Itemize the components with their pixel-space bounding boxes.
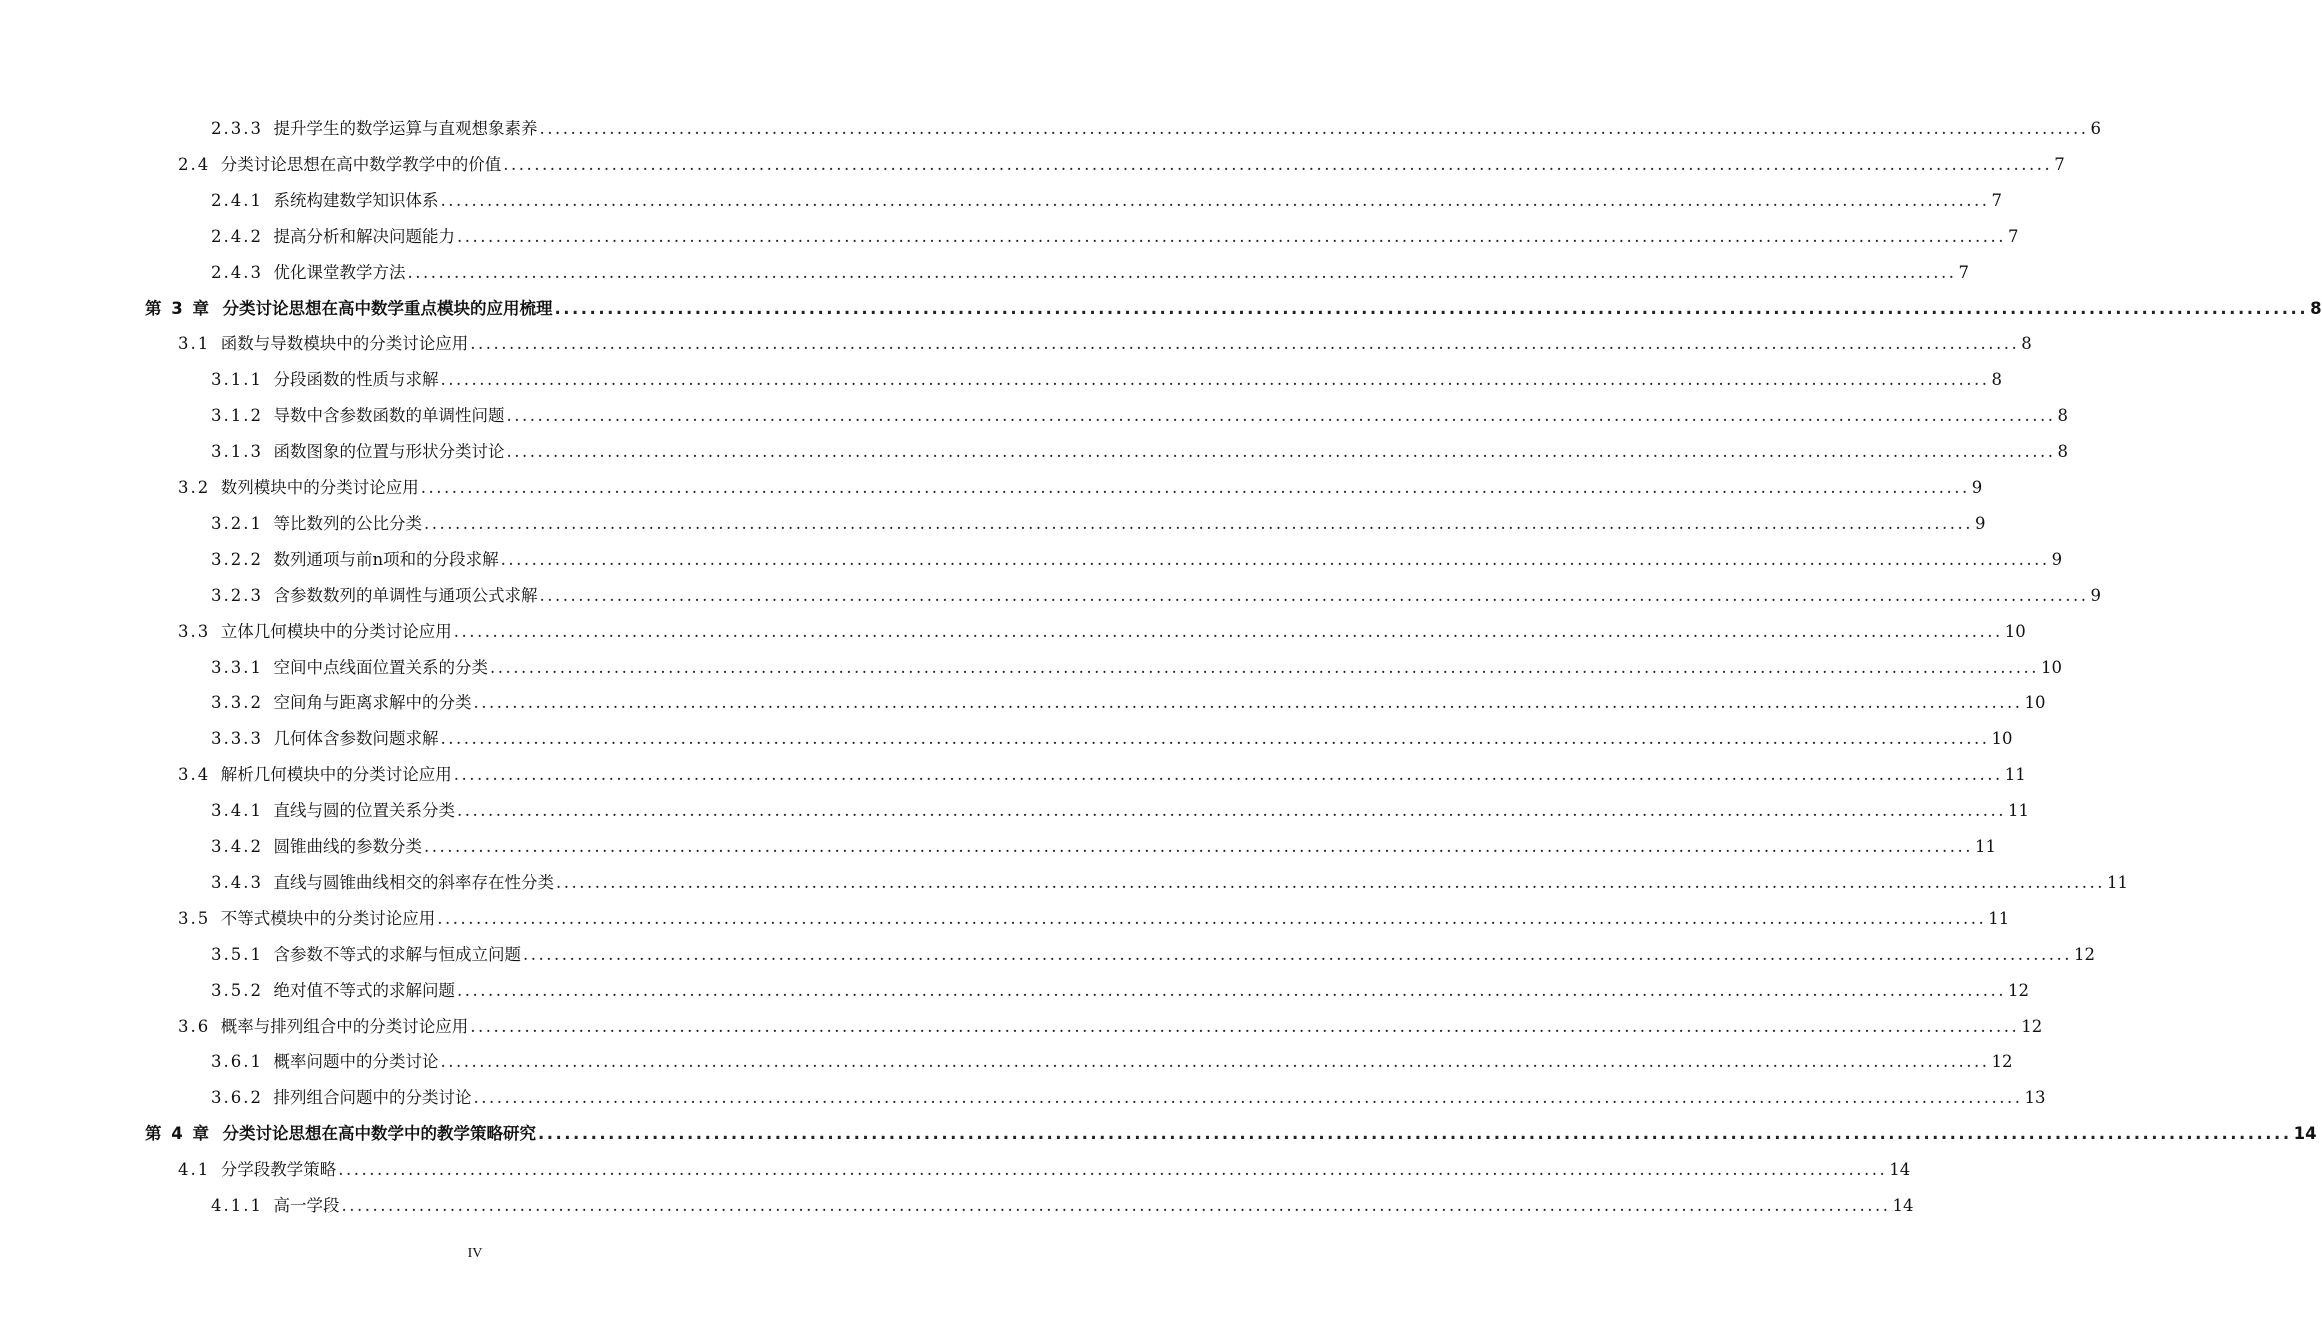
toc-entry-title: 函数图象的位置与形状分类讨论 <box>273 442 505 462</box>
toc-entry[interactable] <box>211 513 1986 535</box>
toc-entry-page: 11 <box>2007 801 2029 821</box>
toc-entry[interactable] <box>211 118 2101 140</box>
toc-entry-title: 排列组合问题中的分类讨论 <box>273 1088 472 1108</box>
toc-entry-number: 2.3.3 <box>211 119 263 138</box>
toc-entry-page: 9 <box>1974 513 1986 533</box>
toc-entry[interactable] <box>211 836 1996 858</box>
toc-entry-title: 提高分析和解决问题能力 <box>273 226 455 246</box>
dot-leader: ........................................................................................................................................................................................................ <box>338 1160 1888 1180</box>
toc-entry[interactable] <box>145 298 2322 320</box>
toc-entry[interactable] <box>211 692 2046 714</box>
toc-entry[interactable] <box>211 1195 1914 1217</box>
toc-entry[interactable] <box>178 764 2026 786</box>
toc-entry-number: 3.2.3 <box>211 585 263 605</box>
toc-entry-page: 7 <box>2007 226 2019 246</box>
toc-entry[interactable] <box>211 369 2002 391</box>
toc-entry[interactable] <box>211 441 2068 463</box>
toc-entry-title: 不等式模块中的分类讨论应用 <box>220 908 436 928</box>
toc-entry-page: 14 <box>1889 1160 1911 1180</box>
toc-entry-number: 3.3.2 <box>211 693 263 713</box>
toc-entry-number: 3.6 <box>178 1016 211 1036</box>
dot-leader: ........................................................................................................................................................................................................ <box>539 119 2089 138</box>
toc-entry-title: 直线与圆锥曲线相交的斜率存在性分类 <box>273 872 554 892</box>
toc-entry-number: 3.6.1 <box>211 1052 263 1072</box>
toc-entry[interactable] <box>178 154 2065 176</box>
dot-leader: ........................................................................................................................................................................................................ <box>555 872 2105 892</box>
toc-entry-number: 3.6.2 <box>211 1088 263 1108</box>
toc-entry-page: 8 <box>1991 370 2002 390</box>
dot-leader: ........................................................................................................................................................................................................ <box>539 585 2089 605</box>
toc-entry[interactable] <box>211 728 2013 750</box>
dot-leader: ........................................................................................................................................................................................................ <box>341 1196 1891 1215</box>
toc-entry-page: 13 <box>2024 1088 2046 1108</box>
toc-entry-title: 直线与圆的位置关系分类 <box>273 801 455 821</box>
toc-entry-title: 等比数列的公比分类 <box>273 513 422 533</box>
toc-entry-title: 空间角与距离求解中的分类 <box>273 693 472 713</box>
toc-entry-page: 14 <box>2293 1124 2317 1144</box>
toc-entry-number: 3.2.1 <box>211 513 263 533</box>
dot-leader: ........................................................................................................................................................................................................ <box>470 334 2020 354</box>
dot-leader: ........................................................................................................................................................................................................ <box>522 944 2072 964</box>
toc-entry-title: 圆锥曲线的参数分类 <box>273 837 422 856</box>
toc-entry[interactable] <box>178 908 2010 930</box>
dot-leader: ........................................................................................................................................................................................................ <box>473 693 2023 713</box>
toc-entry[interactable] <box>145 1123 2317 1145</box>
toc-entry[interactable] <box>211 262 1969 284</box>
toc-entry-title: 解析几何模块中的分类讨论应用 <box>220 765 452 785</box>
toc-entry-page: 8 <box>2021 334 2032 354</box>
toc-entry-title: 导数中含参数函数的单调性问题 <box>273 406 505 426</box>
toc-entry-number: 3.2 <box>178 478 211 497</box>
toc-entry-number: 2.4.3 <box>211 262 263 282</box>
dot-leader: ........................................................................................................................................................................................................ <box>440 370 1990 390</box>
toc-entry[interactable] <box>211 1087 2046 1109</box>
toc-entry-page: 9 <box>1971 478 1983 497</box>
toc-entry-number: 2.4.2 <box>211 226 263 246</box>
toc-entry[interactable] <box>211 226 2019 248</box>
toc-entry-title: 系统构建数学知识体系 <box>273 190 439 210</box>
dot-leader: ........................................................................................................................................................................................................ <box>456 980 2006 1000</box>
dot-leader: ........................................................................................................................................................................................................ <box>456 801 2006 821</box>
toc-entry-page: 11 <box>2004 765 2026 785</box>
toc-entry-title: 几何体含参数问题求解 <box>273 729 439 749</box>
toc-entry-number: 3.3.1 <box>211 657 263 677</box>
toc-entry[interactable] <box>211 872 2128 894</box>
toc-entry-title: 优化课堂教学方法 <box>273 262 406 282</box>
toc-entry-number: 3.5 <box>178 908 211 928</box>
toc-entry-title: 含参数数列的单调性与通项公式求解 <box>273 585 538 605</box>
dot-leader: ........................................................................................................................................................................................................ <box>537 1124 2292 1144</box>
dot-leader: ........................................................................................................................................................................................................ <box>453 621 2003 641</box>
dot-leader: ........................................................................................................................................................................................................ <box>420 478 1970 497</box>
toc-entry-number: 3.4.1 <box>211 801 263 821</box>
toc-entry-page: 7 <box>1991 190 2002 210</box>
toc-entry-number: 2.4 <box>178 154 211 174</box>
dot-leader: ........................................................................................................................................................................................................ <box>503 154 2053 174</box>
dot-leader: ........................................................................................................................................................................................................ <box>506 406 2056 426</box>
toc-entry[interactable] <box>211 657 2062 679</box>
toc-entry[interactable] <box>211 944 2095 966</box>
toc-entry-title: 立体几何模块中的分类讨论应用 <box>220 621 452 641</box>
toc-entry-page: 10 <box>2024 693 2046 713</box>
toc-entry-title: 含参数不等式的求解与恒成立问题 <box>273 944 521 964</box>
toc-entry-title: 分类讨论思想在高中数学重点模块的应用梳理 <box>222 298 553 318</box>
toc-entry-number: 4.1.1 <box>211 1196 263 1215</box>
page-number: IV <box>467 1246 483 1261</box>
toc-entry-page: 8 <box>2310 298 2322 318</box>
toc-entry-page: 12 <box>2073 944 2095 964</box>
toc-entry-title: 分学段教学策略 <box>220 1160 337 1180</box>
toc-entry-title: 分段函数的性质与求解 <box>273 370 439 390</box>
toc-entry-number: 3.1 <box>178 334 211 354</box>
toc-entry-page: 8 <box>2057 406 2068 426</box>
dot-leader: ........................................................................................................................................................................................................ <box>423 837 1973 856</box>
dot-leader: ........................................................................................................................................................................................................ <box>453 765 2003 785</box>
toc-entry-title: 概率问题中的分类讨论 <box>273 1052 439 1072</box>
toc-entry[interactable] <box>178 1016 2043 1038</box>
toc-entry-page: 14 <box>1892 1196 1914 1215</box>
toc-entry-title: 数列通项与前n项和的分段求解 <box>273 549 499 569</box>
dot-leader: ........................................................................................................................................................................................................ <box>500 549 2050 569</box>
toc-entry-number: 3.1.3 <box>211 442 263 462</box>
toc-entry-title: 分类讨论思想在高中数学教学中的价值 <box>220 154 502 174</box>
toc-entry-number: 第 3 章 <box>145 298 211 318</box>
dot-leader: ........................................................................................................................................................................................................ <box>423 513 1973 533</box>
toc-entry-page: 10 <box>2004 621 2026 641</box>
toc-entry[interactable] <box>211 980 2029 1002</box>
toc-entry-number: 4.1 <box>178 1160 211 1180</box>
toc-entry[interactable] <box>211 585 2101 607</box>
toc-entry-number: 3.4.2 <box>211 837 263 856</box>
toc-entry-number: 3.5.1 <box>211 944 263 964</box>
dot-leader: ........................................................................................................................................................................................................ <box>470 1016 2020 1036</box>
toc-entry-number: 第 4 章 <box>145 1124 211 1144</box>
dot-leader: ........................................................................................................................................................................................................ <box>473 1088 2023 1108</box>
toc-entry-number: 3.4.3 <box>211 872 263 892</box>
toc-entry-page: 10 <box>1991 729 2013 749</box>
toc-entry-title: 数列模块中的分类讨论应用 <box>220 478 419 497</box>
toc-entry-number: 3.5.2 <box>211 980 263 1000</box>
dot-leader: ........................................................................................................................................................................................................ <box>407 262 1957 282</box>
toc-entry-page: 6 <box>2090 119 2101 138</box>
toc-entry-number: 2.4.1 <box>211 190 263 210</box>
toc-entry-page: 7 <box>1958 262 1969 282</box>
toc-entry-page: 9 <box>2051 549 2063 569</box>
toc-entry-number: 3.3 <box>178 621 211 641</box>
dot-leader: ........................................................................................................................................................................................................ <box>506 442 2056 462</box>
toc-entry-page: 11 <box>2106 872 2128 892</box>
toc-entry-number: 3.4 <box>178 765 211 785</box>
toc-entry-title: 概率与排列组合中的分类讨论应用 <box>220 1016 469 1036</box>
toc-entry-page: 8 <box>2057 442 2068 462</box>
toc-entry[interactable] <box>178 333 2032 355</box>
toc-entry-title: 高一学段 <box>273 1196 340 1215</box>
toc-entry-title: 空间中点线面位置关系的分类 <box>273 657 488 677</box>
toc-entry[interactable] <box>211 800 2029 822</box>
toc-entry-number: 3.1.2 <box>211 406 263 426</box>
toc-entry-number: 3.2.2 <box>211 549 263 569</box>
dot-leader: ........................................................................................................................................................................................................ <box>440 190 1990 210</box>
toc-entry[interactable] <box>211 549 2063 571</box>
toc-entry-page: 10 <box>2040 657 2062 677</box>
toc-entry[interactable] <box>211 405 2068 427</box>
dot-leader: ........................................................................................................................................................................................................ <box>440 1052 1990 1072</box>
dot-leader: ........................................................................................................................................................................................................ <box>489 657 2039 677</box>
toc-entry-page: 9 <box>2090 585 2101 605</box>
toc-entry-page: 11 <box>1974 837 1996 856</box>
toc-entry-title: 提升学生的数学运算与直观想象素养 <box>273 119 538 138</box>
toc-entry-page: 7 <box>2054 154 2065 174</box>
dot-leader: ........................................................................................................................................................................................................ <box>456 226 2006 246</box>
toc-entry-page: 11 <box>1988 908 2010 928</box>
toc-entry-title: 函数与导数模块中的分类讨论应用 <box>220 334 469 354</box>
toc-entry[interactable] <box>211 1051 2013 1073</box>
dot-leader: ........................................................................................................................................................................................................ <box>554 298 2309 318</box>
dot-leader: ........................................................................................................................................................................................................ <box>437 908 1987 928</box>
toc-entry[interactable] <box>178 477 1983 499</box>
toc-entry[interactable] <box>178 621 2026 643</box>
toc-entry-number: 3.3.3 <box>211 729 263 749</box>
toc-entry-number: 3.1.1 <box>211 370 263 390</box>
toc-entry-page: 12 <box>1991 1052 2013 1072</box>
dot-leader: ........................................................................................................................................................................................................ <box>440 729 1990 749</box>
toc-entry-title: 分类讨论思想在高中数学中的教学策略研究 <box>222 1124 536 1144</box>
toc-entry[interactable] <box>211 190 2002 212</box>
toc-entry-page: 12 <box>2021 1016 2043 1036</box>
toc-entry-title: 绝对值不等式的求解问题 <box>273 980 455 1000</box>
toc-entry-page: 12 <box>2007 980 2029 1000</box>
toc-entry[interactable] <box>178 1159 1911 1181</box>
